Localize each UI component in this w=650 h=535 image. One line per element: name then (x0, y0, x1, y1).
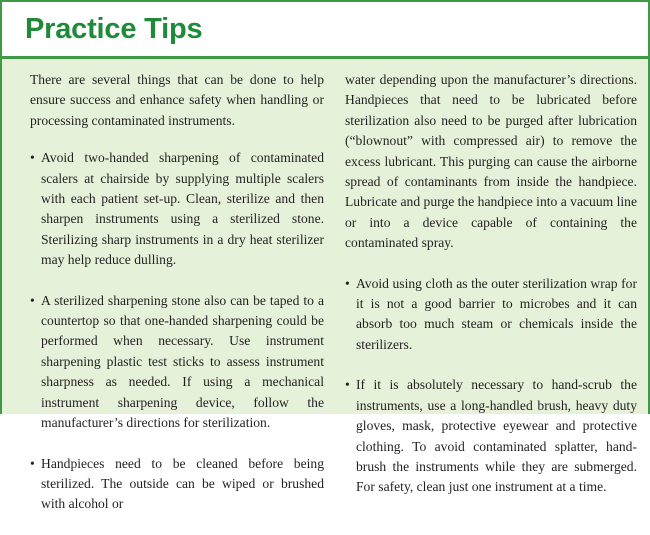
bullet-glyph: • (30, 150, 35, 166)
tip-bullet (30, 148, 324, 270)
bullet-glyph: • (30, 292, 35, 308)
tip-bullet (345, 274, 637, 356)
panel-title: Practice Tips (25, 13, 203, 45)
tip-bullet (345, 375, 637, 497)
bullet-glyph: • (345, 377, 350, 393)
text-columns (2, 59, 648, 512)
tip-bullet (30, 291, 324, 434)
tip-text: A sterilized sharpening stone also can be taped to a countertop so that one-handed sharpening could be performed when necessary. Use instrument sharpening plastic test sticks to assess instrument sharpness as needed. If using a mechanical instrument sharpening device, follow the manufacturer’s directions for sterilization. (41, 292, 324, 431)
right-column (345, 70, 637, 518)
continued-paragraph: water depending upon the manufacturer’s directions. Handpieces that need to be lubricated before sterilization also need to be purged after lubrication (“blownout” with compressed air) to remove the excess lubricant. This purging can cause the airborne spread of contaminants from inside the handpiece. Lubricate and purge the handpiece into a vacuum line or into a device capable of containing the contaminated spray. (345, 72, 637, 251)
bullet-glyph: • (345, 275, 350, 291)
panel-header (2, 2, 648, 59)
intro-paragraph: There are several things that can be done to help ensure success and enhance safety when handling or processing contaminated instruments. (30, 72, 324, 128)
tip-text: If it is absolutely necessary to hand-scrub the instruments, use a long-handled brush, heavy duty gloves, mask, protective eyewear and protective clothing. To avoid contaminated splatter, hand-brush the instruments while they are submerged. For safety, clean just one instrument at a time. (356, 377, 637, 495)
tip-text: Avoid using cloth as the outer sterilization wrap for it is not a good barrier to microbes and it can absorb too much steam or chemicals inside the sterilizers. (356, 275, 637, 352)
left-column (30, 70, 324, 535)
tip-bullet (30, 454, 324, 515)
tip-text: Avoid two-handed sharpening of contaminated scalers at chairside by supplying multiple scalers with each patient set-up. Clean, sterilize and then sharpen instruments using a sterilized stone. Sterilizing sharp instruments in a dry heat sterilizer may help reduce dulling. (41, 150, 324, 268)
tip-text: Handpieces need to be cleaned before being sterilized. The outside can be wiped or brushed with alcohol or (41, 455, 324, 512)
bullet-glyph: • (30, 455, 35, 471)
